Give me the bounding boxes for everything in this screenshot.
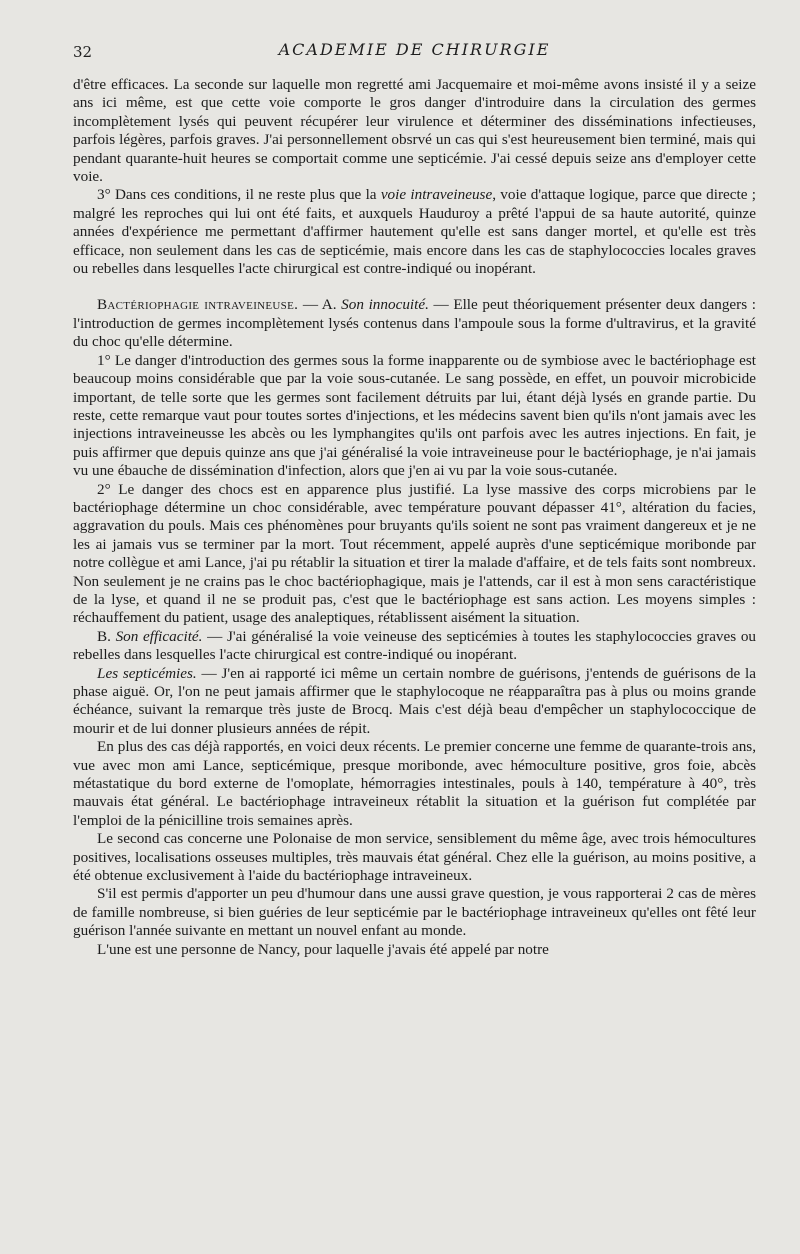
section-heading: Bactériophagie intraveineuse.	[97, 296, 299, 314]
article-body	[73, 76, 756, 959]
paragraph-text: — Elle peut théoriquement présenter deux dangers : l'introduction de germes incomplètement lysés contenus dans l'ampoule sous la forme d'ultravirus, et la gravité du choc qu'elle détermine.	[73, 296, 756, 351]
paragraph-efficacite	[73, 628, 756, 665]
subsection-heading: Son efficacité.	[115, 627, 203, 645]
paragraph-septicemies	[73, 665, 756, 739]
page-header	[73, 40, 756, 64]
paragraph-continuation: d'être efficaces. La seconde sur laquelle mon regretté ami Jacquemaire et moi-même avons insisté il y a seize ans ici même, est que cette voie comporte le gros danger d'introduire dans la circulation des germes incomplètement lysés qui peuvent récupérer leur virulence et déterminer des disséminations infectieuses, parfois légères, parfois graves. J'ai personnellement obsrvé un cas qui s'est heureusement bien terminé, mais qui pendant quarante-huit heures se comportait comme une septicémie. J'ai cessé depuis seize ans d'employer cette voie.	[73, 76, 756, 186]
paragraph-text: 3° Dans ces conditions, il ne reste plus que la	[97, 186, 381, 204]
paragraph-danger-germes: 1° Le danger d'introduction des germes sous la forme inapparente ou de symbiose avec le bactériophage est beaucoup moins considérable que par la voie sous-cutanée. Le sang possède, en effet, un pouvoir microbicide important, de telle sorte que les germes sont facilement détruits par lui, étant déjà lysés en grande partie. Du reste, cette remarque vaut pour toutes sortes d'injections, et les médecins savent bien qu'ils n'ont jamais avec les injections intraveineusse les abcès ou les lymphangites qu'ils ont parfois avec les autres injections. En fait, je puis affirmer que depuis quinze ans que j'ai généralisé la voie intraveineuse pour le bactériophage, je n'ai jamais vu une ébauche de dissémination d'infection, alors que j'en ai vu par la voie sous-cutanée.	[73, 351, 756, 480]
paragraph-nancy: L'une est une personne de Nancy, pour laquelle j'avais été appelé par notre	[97, 940, 549, 958]
subsection-heading: Les septicémies.	[97, 664, 197, 682]
paragraph-danger-chocs: 2° Le danger des chocs est en apparence plus justifié. La lyse massive des corps microbiens par le bactériophage détermine un choc considérable, avec température pouvant dépasser 41°, altération du facies, aggravation du pouls. Mais ces phénomènes pour bruyants qu'ils soient ne sont pas vraiment dangereux et je ne les ai jamais vus se terminer par la mort. Tout récemment, appelé auprès d'une septicémique moribonde par notre collègue et ami Lance, j'ai pu rétablir la situation et tirer la malade d'affaire, et de tels faits sont nombreux. Non seulement je ne crains pas le choc bactériophagique, mais je l'attends, car il est à mon sens caractéristique de la lyse, et quand il ne se produit pas, c'est que le bactériophage est sans action. Les moyens simples : réchauffement du patient, usage des analeptiques, rétablissent aisément la situation.	[73, 480, 756, 627]
paragraph-section-start	[73, 296, 756, 351]
paragraph-voie-intraveineuse	[73, 186, 756, 278]
paragraph-premier-cas: En plus des cas déjà rapportés, en voici deux récents. Le premier concerne une femme de quarante-trois ans, vue avec mon ami Lance, septicémique, presque moribonde, avec hémoculture positive, gros foie, abcès métastatique du bord externe de l'omoplate, hémorragies intestinales, pouls à 140, température à 40°, très mauvais état général. Le bactériophage intraveineux rétablit la situation et la guérison fut complétée par l'emploi de la pénicilline trois semaines après.	[73, 738, 756, 829]
paragraph-text: — J'en ai rapporté ici même un certain nombre de guérisons, j'entends de guérisons de la phase aiguë. Or, l'on ne peut jamais affirmer que le staphylocoque ne réapparaîtra pas à plus ou moins grande échéance, suivant la remarque très juste de Brocq. Mais c'est déjà beau d'empêcher un staphylococcique de mourir et de lui donner plusieurs années de répit.	[73, 664, 756, 737]
paragraph-text: — J'ai généralisé la voie veineuse des septicémies à toutes les staphylococcies graves ou rebelles dans lesquelles l'acte chirurgical est contre-indiqué ou inopérant.	[73, 627, 757, 664]
paragraph-humour: S'il est permis d'apporter un peu d'humour dans une aussi grave question, je vous rapporterai 2 cas de mères de famille nombreuse, si bien guéries de leur septicémie par le bactériophage intraveineux qu'elles ont fêté leur guérison l'année suivante en mettant un nouvel enfant au monde.	[73, 885, 756, 940]
paragraph-text: — A.	[298, 296, 342, 314]
emphasis-text: voie intraveineuse	[380, 186, 493, 204]
page-number: 32	[73, 43, 93, 61]
subsection-heading: Son innocuité.	[341, 296, 429, 314]
running-title: ACADEMIE DE CHIRURGIE	[278, 40, 551, 59]
paragraph-second-cas: Le second cas concerne une Polonaise de mon service, sensiblement du même âge, avec trois hémocultures positives, localisations osseuses multiples, très mauvais état général. Chez elle la guérison, au moins positive, a été obtenue exclusivement à l'aide du bactériophage intraveineux.	[73, 830, 756, 885]
paragraph-text: , voie d'attaque logique, parce que directe ; malgré les reproches qui lui ont été faits, et auxquels Hauduroy a prêté l'appui de sa haute autorité, quinze années d'expérience me permettant d'affirmer hautement qu'elle est sans danger mortel, et qu'elle est très efficace, non seulement dans les cas de septicémie, mais encore dans les cas de staphylococcies locales graves ou rebelles dans lesquelles l'acte chirurgical est contre-indiqué ou inopérant.	[73, 186, 756, 278]
paragraph-text: B.	[97, 627, 116, 645]
